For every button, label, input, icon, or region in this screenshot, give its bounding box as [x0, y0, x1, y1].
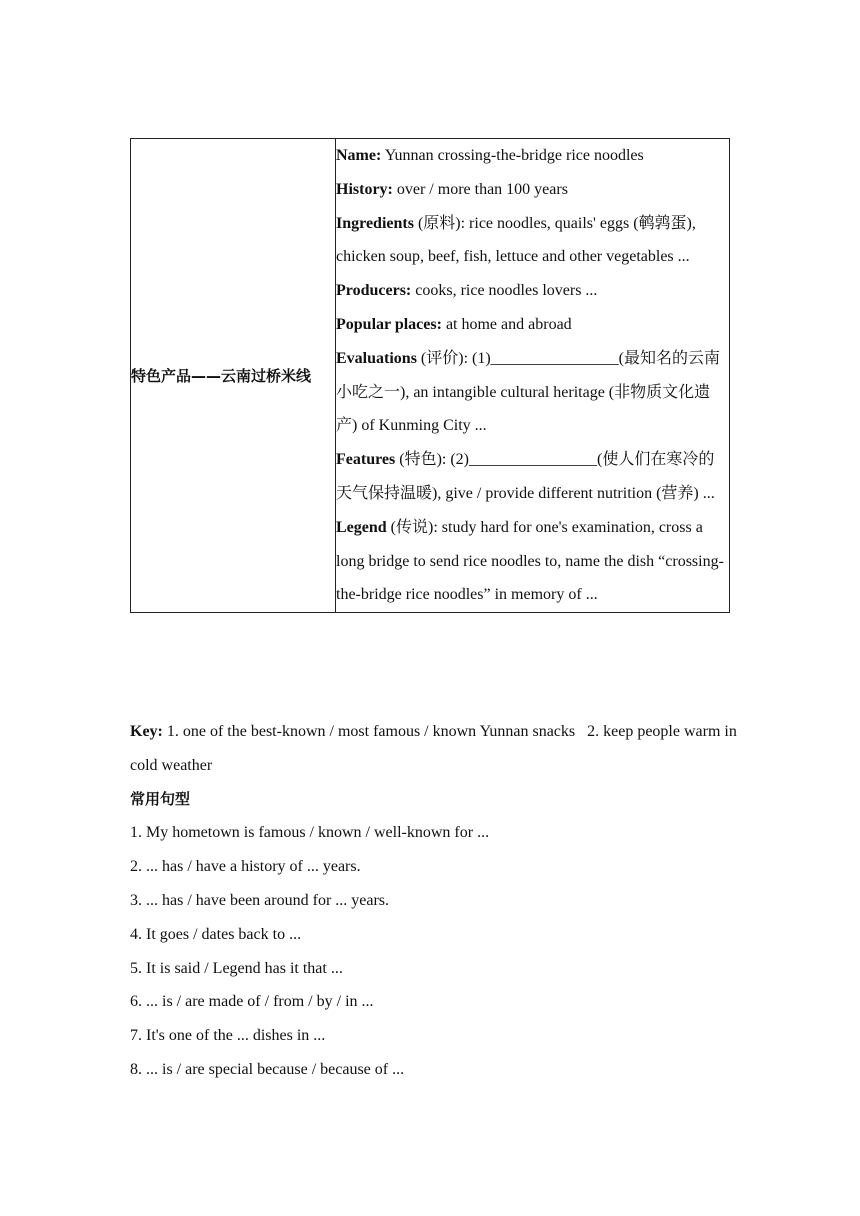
detail-evaluations: [336, 342, 729, 443]
list-item: 6. ... is / are made of / from / by / in ...: [130, 993, 374, 1011]
list-item: 3. ... has / have been around for ... years.: [130, 891, 390, 909]
detail-label: Producers:: [336, 282, 412, 300]
detail-ingredients: [336, 207, 729, 275]
list-item: 5. It is said / Legend has it that ...: [130, 959, 343, 977]
details-cell: [336, 139, 730, 613]
detail-text: Yunnan crossing-the-bridge rice noodles: [381, 147, 644, 164]
detail-text: (传说): study hard for one's examination, cross a long bridge to send rice noodles to, name the dish “crossing-the-bridge rice noodles” in memory of ...: [336, 518, 724, 604]
detail-label: Features: [336, 451, 396, 469]
detail-label: Legend: [336, 518, 387, 536]
sentence-patterns-heading: 常用句型: [130, 789, 191, 808]
table-row: [131, 139, 730, 613]
detail-legend: [336, 511, 729, 612]
category-label: 特色产品——云南过桥米线: [131, 366, 312, 385]
detail-label: Ingredients: [336, 214, 414, 232]
list-item: 1. My hometown is famous / known / well-known for ...: [130, 824, 490, 842]
list-item: 4. It goes / dates back to ...: [130, 925, 302, 943]
detail-text: at home and abroad: [441, 315, 572, 333]
list-item: 8. ... is / are special because / because of ...: [130, 1060, 405, 1078]
list-item: 7. It's one of the ... dishes in ...: [130, 1027, 326, 1045]
product-table: [130, 138, 730, 613]
detail-label: History:: [336, 180, 393, 198]
detail-text: (原料): rice noodles, quails' eggs (鹌鹑蛋), chicken soup, beef, fish, lettuce and other vegetables ...: [336, 214, 696, 266]
detail-text: (特色): (2)________________(使人们在寒冷的天气保持温暖), give / provide different nutrition (营养) ...: [336, 451, 715, 502]
key-text: 1. one of the best-known / most famous / known Yunnan snacks 2. keep people warm in cold weather: [130, 723, 741, 774]
detail-text: cooks, rice noodles lovers ...: [411, 282, 598, 300]
category-cell: [131, 139, 336, 613]
detail-text: over / more than 100 years: [392, 180, 568, 198]
detail-history: [336, 173, 729, 207]
below-table-section: [130, 715, 740, 1087]
key-label: Key:: [130, 723, 163, 740]
detail-name: [336, 139, 729, 173]
detail-label: Popular places:: [336, 315, 442, 333]
detail-producers: [336, 274, 729, 308]
detail-text: (评价): (1)________________(最知名的云南小吃之一), an intangible cultural heritage (非物质文化遗产) of Kunming City ...: [336, 349, 721, 435]
answer-key: [130, 715, 740, 783]
detail-label: Name:: [336, 147, 382, 164]
list-item: 2. ... has / have a history of ... years.: [130, 858, 361, 876]
detail-label: Evaluations: [336, 349, 417, 367]
detail-features: [336, 443, 729, 511]
detail-popular-places: [336, 308, 729, 342]
